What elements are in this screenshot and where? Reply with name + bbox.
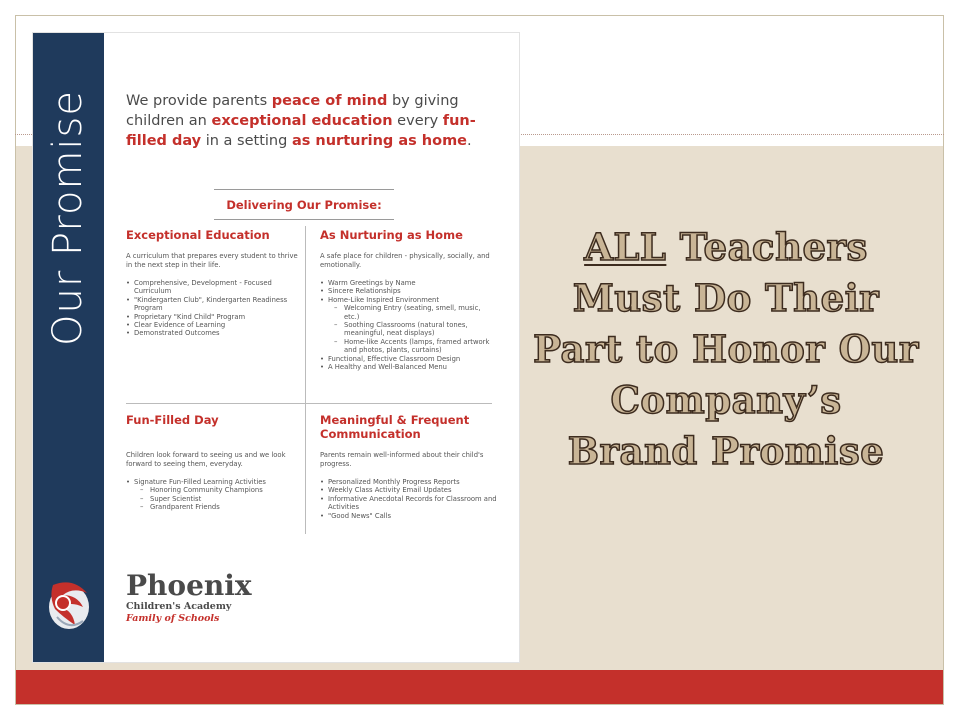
headline	[520, 222, 932, 477]
quadrant-list	[320, 279, 498, 371]
headline-line-1	[520, 222, 932, 273]
logo-name: Phoenix	[126, 569, 252, 602]
intro-text: by giving children an	[126, 93, 459, 129]
list-subitem: – Welcoming Entry (seating, smell, music, etc.)	[320, 304, 498, 321]
quadrant-list	[320, 478, 498, 520]
intro-highlight: as nurturing as home	[291, 133, 468, 149]
quadrant-description: A safe place for children - physically, socially, and emotionally.	[320, 252, 490, 269]
headline-line-4: Company’s	[610, 378, 842, 422]
list-item: • Signature Fun-Filled Learning Activities	[126, 478, 298, 486]
headline-line-2: Must Do Their	[572, 276, 880, 320]
phoenix-bird-icon	[43, 573, 93, 633]
headline-emphasis: ALL	[584, 225, 667, 269]
list-subitem: – Home-like Accents (lamps, framed artwork and photos, plants, curtains)	[320, 338, 498, 355]
list-subitem: – Grandparent Friends	[126, 503, 298, 511]
list-item: • Sincere Relationships	[320, 287, 498, 295]
list-item: • Warm Greetings by Name	[320, 279, 498, 287]
quadrant-description: A curriculum that prepares every student to thrive in the next step in their life.	[126, 252, 298, 269]
deliver-rule-top	[214, 189, 394, 190]
deliver-rule-bottom	[214, 219, 394, 220]
list-item: • Comprehensive, Development - Focused Curriculum	[126, 279, 298, 296]
quadrant-description: Parents remain well-informed about their child's progress.	[320, 451, 484, 468]
list-item: • A Healthy and Well-Balanced Menu	[320, 363, 498, 371]
list-item: • Personalized Monthly Progress Reports	[320, 478, 498, 486]
list-subitem: – Soothing Classrooms (natural tones, meaningful, neat displays)	[320, 321, 498, 338]
quadrant-list	[126, 279, 298, 338]
intro-statement	[126, 91, 506, 151]
delivering-title: Delivering Our Promise:	[226, 198, 382, 212]
quadrant-communication	[320, 413, 498, 520]
intro-highlight: fun-filled day	[126, 113, 476, 149]
intro-highlight: peace of mind	[271, 93, 388, 109]
quadrant-fun-filled-day	[126, 413, 298, 512]
intro-highlight: exceptional education	[211, 113, 393, 129]
intro-text: .	[467, 133, 472, 149]
list-item: • Demonstrated Outcomes	[126, 329, 298, 337]
quadrant-list	[126, 478, 298, 512]
list-subitem: – Honoring Community Champions	[126, 486, 298, 494]
list-item: • Informative Anecdotal Records for Classroom and Activities	[320, 495, 498, 512]
intro-text: every	[392, 113, 443, 129]
list-item: • Weekly Class Activity Email Updates	[320, 486, 498, 494]
headline-text: Teachers	[666, 225, 868, 269]
headline-line-3: Part to Honor Our	[533, 327, 919, 371]
list-item: • Clear Evidence of Learning	[126, 321, 298, 329]
quadrant-heading: Fun-Filled Day	[126, 413, 219, 427]
list-subitem: – Super Scientist	[126, 495, 298, 503]
headline-line-5: Brand Promise	[567, 429, 885, 473]
brochure-image	[32, 32, 520, 663]
footer-bar	[16, 670, 943, 704]
intro-text: in a setting	[201, 133, 292, 149]
phoenix-logo	[126, 571, 252, 625]
quadrant-exceptional-education	[126, 228, 298, 338]
quadrant-description: Children look forward to seeing us and we look forward to seeing them, everyday.	[126, 451, 286, 468]
quadrant-heading: Meaningful & Frequent Communication	[320, 413, 470, 441]
side-title: Our Promise	[45, 90, 91, 346]
grid-divider-vertical	[305, 226, 306, 534]
list-item: • Proprietary "Kind Child" Program	[126, 313, 298, 321]
logo-subtitle: Children's Academy	[126, 601, 232, 612]
list-item: • "Good News" Calls	[320, 512, 498, 520]
grid-divider-horizontal	[126, 403, 492, 404]
quadrant-nurturing-home	[320, 228, 498, 371]
intro-text: We provide parents	[126, 93, 272, 109]
list-item: • Functional, Effective Classroom Design	[320, 355, 498, 363]
logo-family: Family of Schools	[126, 613, 220, 624]
list-item: • Home-Like Inspired Environment	[320, 296, 498, 304]
quadrant-heading: Exceptional Education	[126, 228, 270, 242]
side-strip	[33, 33, 104, 663]
quadrant-heading: As Nurturing as Home	[320, 228, 463, 242]
list-item: • "Kindergarten Club", Kindergarten Readiness Program	[126, 296, 298, 313]
